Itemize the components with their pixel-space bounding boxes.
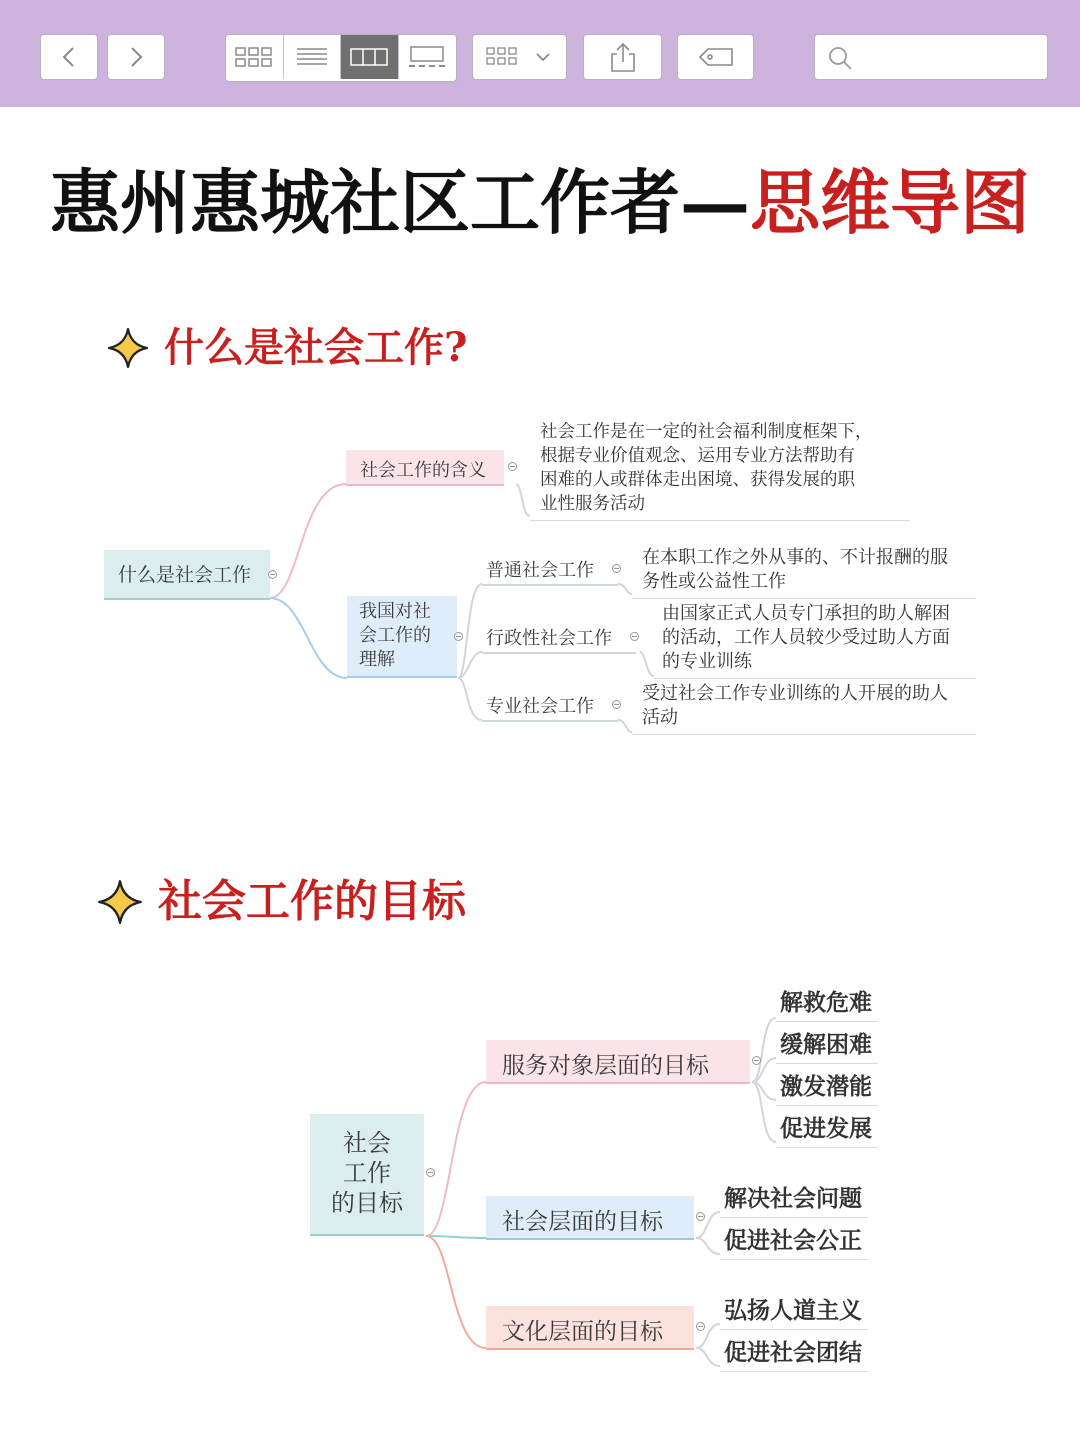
text-line: 业性服务活动	[540, 494, 645, 514]
goal-item: 弘扬人道主义	[720, 1290, 868, 1330]
collapse-toggle[interactable]	[612, 564, 621, 573]
text-line: 受过社会工作专业训练的人开展的助人	[642, 683, 948, 704]
text-line: 会工作的	[359, 625, 431, 646]
text-line: 活动	[642, 707, 678, 728]
collapse-toggle[interactable]	[696, 1322, 705, 1331]
collapse-toggle[interactable]	[268, 570, 277, 579]
section1-heading-text: 什么是社会工作?	[164, 324, 468, 371]
collapse-toggle[interactable]	[426, 1168, 435, 1177]
collapse-toggle[interactable]	[630, 632, 639, 641]
branch-understanding	[347, 596, 457, 678]
section2-heading	[96, 870, 466, 934]
text-line: 社会	[343, 1129, 391, 1157]
branch-client-level-goals	[486, 1040, 750, 1084]
root-node-goals	[310, 1114, 424, 1236]
collapse-toggle[interactable]	[696, 1212, 705, 1221]
sparkle-icon	[96, 878, 144, 926]
goal-item: 解救危难	[776, 982, 878, 1022]
text-line: 在本职工作之外从事的、不计报酬的服	[642, 547, 948, 568]
meaning-definition	[530, 420, 910, 521]
sub-label: 行政性社会工作	[486, 628, 612, 649]
collapse-toggle[interactable]	[612, 700, 621, 709]
collapse-toggle[interactable]	[508, 462, 517, 471]
sub-professional-social-work	[482, 690, 618, 722]
text-line: 的活动，工作人员较少受过助人方面	[662, 627, 950, 648]
sub-ordinary-social-work	[482, 554, 618, 586]
sub2-description	[654, 602, 976, 679]
text-line: 理解	[359, 649, 395, 670]
text-line: 困难的人或群体走出困境、获得发展的职	[540, 470, 855, 490]
goal-item: 促进发展	[776, 1108, 878, 1148]
goal-item: 缓解困难	[776, 1024, 878, 1064]
sub-administrative-social-work	[482, 622, 636, 654]
branch-meaning-label: 社会工作的含义	[360, 460, 486, 481]
root-node-label: 什么是社会工作	[118, 564, 252, 586]
text-line: 根据专业价值观念、运用专业方法帮助有	[540, 446, 855, 466]
goal-item: 促进社会团结	[720, 1332, 868, 1372]
text-line: 务性或公益性工作	[642, 571, 786, 592]
text-line: 的专业训练	[662, 651, 752, 672]
sub1-description	[632, 546, 976, 599]
goal-item: 促进社会公正	[720, 1220, 868, 1260]
branch-society-level-goals	[486, 1196, 694, 1240]
branch-label: 社会层面的目标	[502, 1209, 663, 1235]
goal-item: 激发潜能	[776, 1066, 878, 1106]
text-line: 我国对社	[359, 601, 431, 622]
goal-item: 解决社会问题	[720, 1178, 868, 1218]
branch-meaning	[346, 450, 504, 486]
text-line: 由国家正式人员专门承担的助人解困	[662, 603, 950, 624]
collapse-toggle[interactable]	[752, 1056, 761, 1065]
root-node-what-is-social-work	[104, 550, 270, 600]
branch-label: 文化层面的目标	[502, 1319, 663, 1345]
section2-heading-text: 社会工作的目标	[158, 876, 466, 927]
collapse-toggle[interactable]	[454, 632, 463, 641]
text-line: 工作	[343, 1159, 391, 1187]
branch-culture-level-goals	[486, 1306, 694, 1350]
sub-label: 普通社会工作	[486, 560, 594, 581]
text-line: 的目标	[331, 1189, 403, 1217]
text-line: 社会工作是在一定的社会福利制度框架下，	[540, 422, 873, 442]
sub-label: 专业社会工作	[486, 696, 594, 717]
title-red: 思维导图	[750, 161, 1030, 244]
title-black: 惠州惠城社区工作者—	[50, 161, 750, 244]
sub3-description	[632, 682, 976, 735]
branch-label: 服务对象层面的目标	[502, 1053, 709, 1079]
